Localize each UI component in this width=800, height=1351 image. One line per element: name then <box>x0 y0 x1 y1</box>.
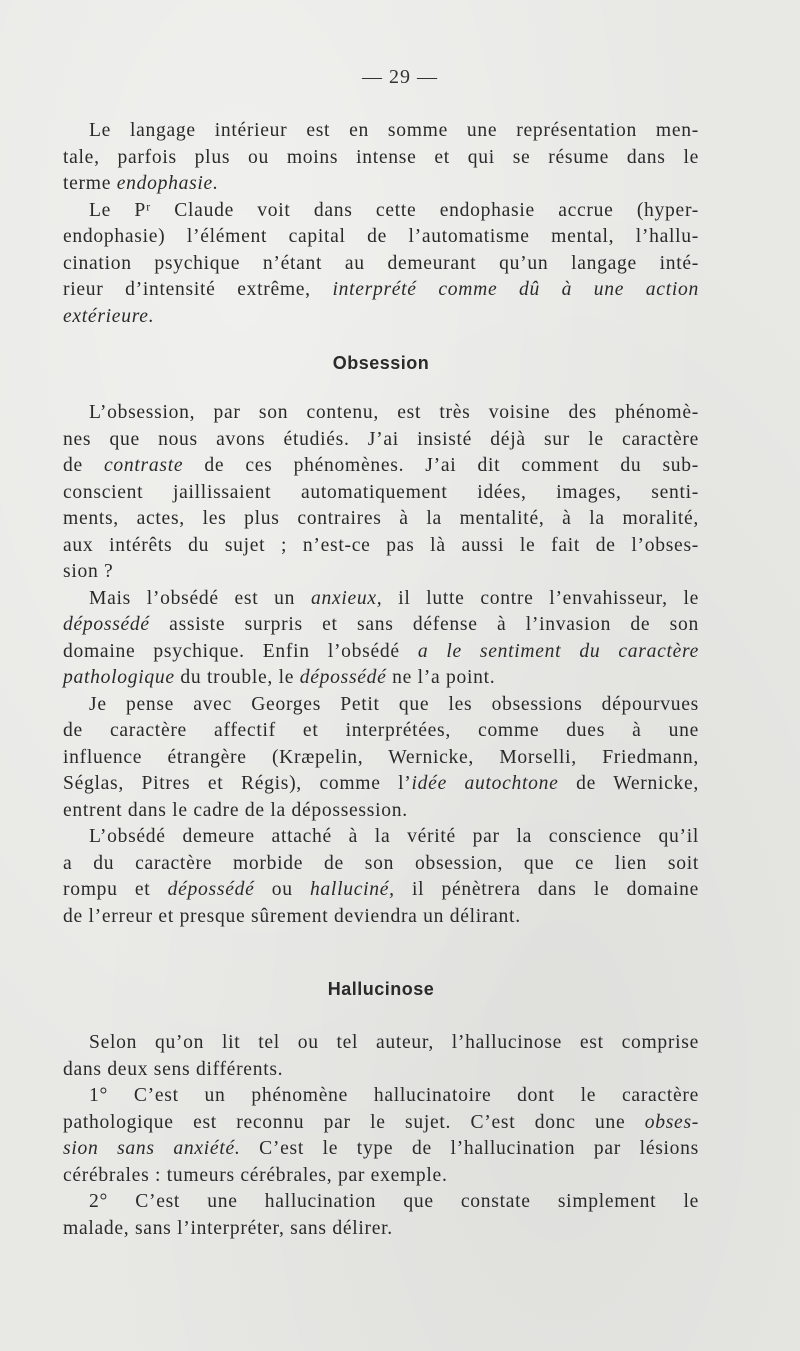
text-run: terme <box>63 173 117 194</box>
text-run: Le Pʳ Claude voit dans cette endophasie accrue (hyper- <box>89 199 699 221</box>
text-run: malade, sans l’interpréter, sans délirer. <box>63 1217 393 1239</box>
paragraph <box>63 692 699 825</box>
italic-run: pathologique <box>63 667 175 688</box>
text-run: du trouble, le <box>174 667 300 688</box>
italic-run: idée autochtone <box>411 773 559 794</box>
text-run: ments, actes, les plus contraires à la mentalité, à la moralité, <box>63 508 699 529</box>
italic-run: halluciné, <box>309 879 395 900</box>
paragraph <box>63 824 699 930</box>
text-run: de ces phénomènes. J’ai dit comment du sub- <box>183 455 699 476</box>
text-line <box>63 904 699 931</box>
text-run: Je pense avec Georges Petit que les obsessions dépourvues <box>89 693 699 715</box>
text-run: nes que nous avons étudiés. J’ai insisté déjà sur le caractère <box>63 428 699 450</box>
italic-run: dépossédé <box>167 879 255 900</box>
text-run: il lutte contre l’envahisseur, le <box>382 587 700 609</box>
text-run: il pénètrera dans le domaine <box>394 879 699 900</box>
text-line <box>63 1189 699 1216</box>
italic-run: dépossédé <box>299 667 387 688</box>
italic-run: dépossédé <box>63 614 150 635</box>
text-run: ne l’a point. <box>386 667 496 688</box>
text-line <box>63 480 699 507</box>
text-line <box>63 851 699 878</box>
text-line <box>63 745 699 772</box>
text-run: Selon qu’on lit tel ou tel auteur, l’hallucinose est comprise <box>89 1032 699 1053</box>
text-run: aux intérêts du sujet ; n’est-ce pas là aussi le fait de l’obses- <box>63 534 699 556</box>
italic-run: sion sans anxiété. <box>63 1138 241 1159</box>
text-run: 2° C’est une hallucination que constate simplement le <box>89 1191 699 1212</box>
text-run: entrent dans le cadre de la dépossession. <box>63 799 408 821</box>
text-run: a du caractère morbide de son obsession, que ce lien soit <box>63 852 699 874</box>
text-run: de l’erreur et presque sûrement deviendra un délirant. <box>63 905 521 927</box>
italic-run: contraste <box>104 455 184 476</box>
text-run: de Wernicke, <box>558 773 699 794</box>
text-run: L’obsession, par son contenu, est très voisine des phénomè- <box>89 402 699 423</box>
text-line <box>63 400 699 427</box>
text-line <box>63 1030 699 1057</box>
text-line <box>63 506 699 533</box>
text-line <box>63 427 699 454</box>
italic-run: endophasie. <box>116 173 219 194</box>
text-run: de <box>63 455 105 476</box>
text-line <box>63 665 699 692</box>
text-line <box>63 798 699 825</box>
text-line <box>63 612 699 639</box>
text-run: L’obsédé demeure attaché à la vérité par la conscience qu’il <box>89 826 699 847</box>
section-heading-obsession: Obsession <box>332 353 430 373</box>
text-run: cérébrales : tumeurs cérébrales, par exemple. <box>63 1164 448 1186</box>
text-run: Le langage intérieur est en somme une représentation men- <box>89 120 699 141</box>
paragraph <box>63 400 699 586</box>
text-run: Mais l’obsédé est un <box>89 587 311 609</box>
text-run: dans deux sens différents. <box>63 1058 284 1080</box>
text-line <box>63 824 699 851</box>
text-line <box>63 586 699 613</box>
text-run: C’est le type de l’hallucination par lésions <box>240 1138 699 1159</box>
italic-run: interprété comme dû à une action <box>332 279 699 300</box>
text-run: cination psychique n’étant au demeurant qu’un langage inté- <box>63 252 699 274</box>
text-run: pathologique est reconnu par le sujet. C’est donc une <box>63 1111 645 1133</box>
paragraph <box>63 1030 699 1083</box>
text-line <box>63 718 699 745</box>
paragraph <box>63 198 699 331</box>
text-line <box>63 277 699 304</box>
text-run: sion ? <box>63 561 114 582</box>
text-line <box>63 771 699 798</box>
text-line <box>63 1083 699 1110</box>
text-line <box>63 224 699 251</box>
text-line <box>63 692 699 719</box>
text-line <box>63 198 699 225</box>
section-heading-hallucinose: Hallucinose <box>327 979 435 999</box>
text-line <box>63 304 699 331</box>
text-run: ou <box>254 879 310 900</box>
text-run: influence étrangère (Kræpelin, Wernicke, Morselli, Friedmann, <box>63 746 699 768</box>
text-run: Séglas, Pitres et Régis), comme l’ <box>63 773 412 794</box>
text-run: tale, parfois plus ou moins intense et qui se résume dans le <box>63 146 699 168</box>
text-run: assiste surpris et sans défense à l’invasion de son <box>149 614 699 635</box>
text-line <box>63 639 699 666</box>
text-run: rieur d’intensité extrême, <box>63 279 333 300</box>
text-run: 1° C’est un phénomène hallucinatoire dont le caractère <box>89 1085 699 1106</box>
text-run: domaine psychique. Enfin l’obsédé <box>63 640 418 662</box>
italic-run: extérieure. <box>63 305 155 327</box>
text-run: endophasie) l’élément capital de l’automatisme mental, l’hallu- <box>63 226 699 247</box>
text-line <box>63 877 699 904</box>
text-run: de caractère affectif et interprétées, comme dues à une <box>63 720 699 741</box>
text-line <box>63 1110 699 1137</box>
text-line <box>63 251 699 278</box>
paragraph <box>63 1189 699 1242</box>
text-run: conscient jaillissaient automatiquement idées, images, senti- <box>63 481 699 503</box>
italic-run: a le sentiment du caractère <box>417 640 699 662</box>
text-run: rompu et <box>63 879 168 900</box>
text-line <box>63 171 699 198</box>
paragraph <box>63 118 699 198</box>
text-line <box>63 118 699 145</box>
text-line <box>63 145 699 172</box>
text-line <box>63 559 699 586</box>
text-line <box>63 453 699 480</box>
text-line <box>63 1136 699 1163</box>
text-line <box>63 533 699 560</box>
text-line <box>63 1163 699 1190</box>
paragraph <box>63 586 699 692</box>
text-line <box>63 1057 699 1084</box>
italic-run: obses- <box>644 1111 699 1133</box>
page-body <box>63 118 699 1242</box>
text-line <box>63 1216 699 1243</box>
italic-run: anxieux, <box>310 587 383 609</box>
paragraph <box>63 1083 699 1189</box>
page-number: — 29 — <box>362 66 438 88</box>
